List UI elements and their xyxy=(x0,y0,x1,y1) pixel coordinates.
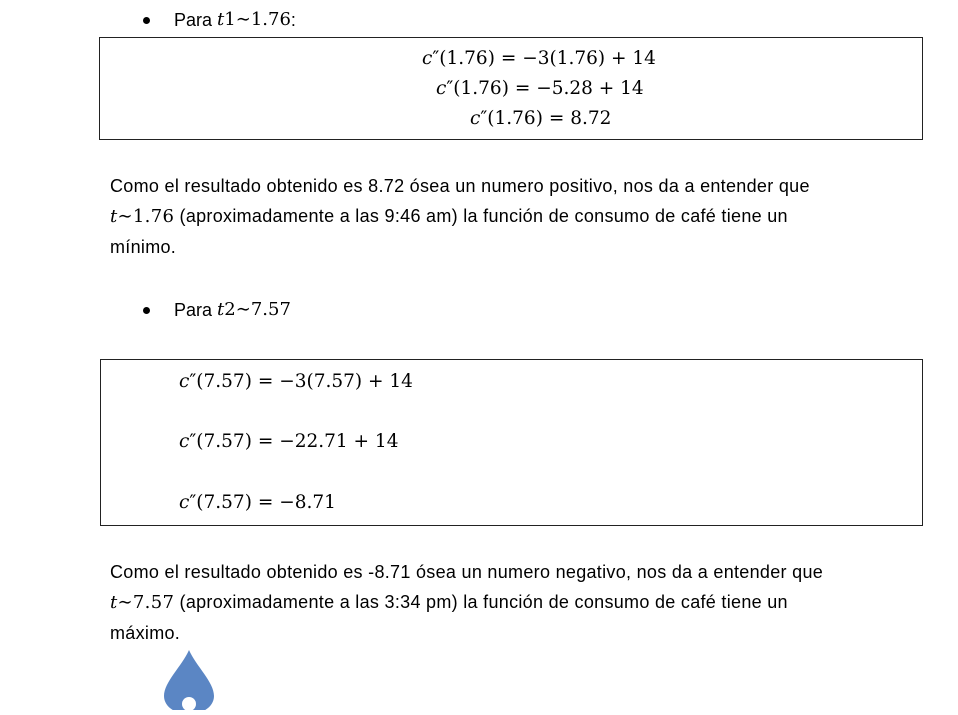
equation-1-1: c″(1.76) = −3(1.76) + 14 xyxy=(422,48,656,69)
paragraph-1-line-1: Como el resultado obtenido es 8.72 ósea un numero positivo, nos da a entender que xyxy=(110,176,810,196)
paragraph-1-line-3: mínimo. xyxy=(110,237,177,257)
paragraph-2 xyxy=(110,557,903,648)
paragraph-2-line-3: máximo. xyxy=(110,623,181,643)
equation-1-3: c″(1.76) = 8.72 xyxy=(470,108,612,129)
equation-2-1: c″(7.57) = −3(7.57) + 14 xyxy=(179,371,413,392)
paragraph-2-line-1: Como el resultado obtenido es -8.71 ósea un numero negativo, nos da a entender que xyxy=(110,562,824,582)
equation-box-1 xyxy=(99,37,923,140)
paragraph-1-line-2: t∼1.76 (aproximadamente a las 9:46 am) la función de consumo de café tiene un xyxy=(110,206,788,227)
bullet-math: t1∼1.76 xyxy=(217,9,291,30)
paragraph-2-line-2: t∼7.57 (aproximadamente a las 3:34 pm) la función de consumo de café tiene un xyxy=(110,592,788,613)
bullet-dot xyxy=(143,307,150,314)
bullet-math: t2∼7.57 xyxy=(217,299,291,320)
equation-2-3: c″(7.57) = −8.71 xyxy=(179,492,336,513)
equation-1-2: c″(1.76) = −5.28 + 14 xyxy=(436,78,644,99)
bullet-label: Para xyxy=(174,300,213,320)
bullet-t2 xyxy=(143,299,291,321)
bullet-dot xyxy=(143,17,150,24)
bullet-label: Para xyxy=(174,10,213,30)
paragraph-1 xyxy=(110,171,903,262)
equation-2-2: c″(7.57) = −22.71 + 14 xyxy=(179,431,399,452)
water-drop-icon xyxy=(160,648,218,710)
bullet-t1: Para t1∼1.76 : xyxy=(143,9,296,31)
equation-box-2 xyxy=(100,359,923,526)
